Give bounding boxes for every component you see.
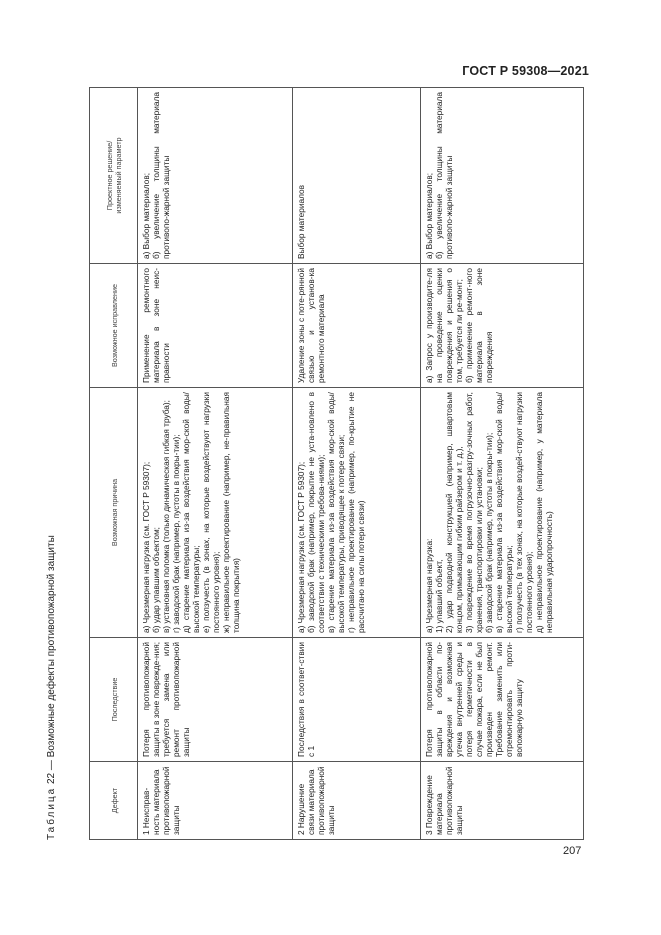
table-row: [421, 88, 584, 840]
cell-defect: 2 Нарушение связи материала противопожарной защиты: [293, 762, 421, 840]
table-number: 22: [46, 772, 57, 784]
table-row: [293, 88, 421, 840]
defects-table: [89, 87, 584, 840]
column-header-defect: Дефект: [90, 762, 138, 840]
table-caption: [46, 535, 60, 840]
table-label: Таблица: [46, 786, 57, 840]
cell-fix: а) Запрос у производите-ля на проведение оценки повреждения и решения о том, требуется ли ре-монт; б) применение ремонт-ного материала в зоне повреждения: [421, 264, 584, 388]
document-header-standard: ГОСТ Р 59308—2021: [462, 64, 589, 78]
cell-cause: а) Чрезмерная нагрузка (см. ГОСТ Р 59307); б) удар упавшим объектом; в) установная поломка (только динамическая гибкая труба); г) заводской брак (например, пустоты в покры-тии); д) старение материала из-за воздействия мор-ской воды/высокой температуры; е) ползучесть (в зонах, на которые воздействуют нагрузки постоянного уровня); ж) неправильное проектирование (например, не-правильная толщина покрытия): [138, 388, 293, 638]
cell-consequence: Потеря противопожарной защиты в зоне поврежде-ния; требуется замена или ремонт противопожарной защиты: [138, 638, 293, 762]
column-header-design: Проектное решение/ изменяемый параметр: [90, 88, 138, 264]
cell-design: а) Выбор материалов; б) увеличение толщины материала противопо-жарной защиты: [421, 88, 584, 264]
cell-design: Выбор материалов: [293, 88, 421, 264]
column-header-fix: Возможное исправление: [90, 264, 138, 388]
cell-fix: Удаление зоны с поте-рянной связью и установ-ка ремонтного материала: [293, 264, 421, 388]
cell-cause: а) Чрезмерная нагрузка: 1) упавший объект, 2) удар подводной конструкцией (например, швартовым концом, примыкающим гибким райзером и т. д.), 3) повреждение во время погрузочно-разгру-зочных работ, хранения, транспортировки или установки; б) заводской брак (например, пустоты в покры-тии); в) старение материала из-за воздействия мор-ской воды/высокой температуры; г) ползучесть (в тех зонах, на которые воздей-ствуют нагрузки постоянного уровня); д) неправильное проектирование (например, у материала неправильная ударопрочность): [421, 388, 584, 638]
cell-consequence: Потеря противопожарной защиты в области по-вреждения и возможная утечка внутренней среды и потеря герметичности в случае пожара, если не был произведен ремонт. Требование заменить или отремонтировать проти-вопожарную защиту: [421, 638, 584, 762]
table-title: — Возможные дефекты противопожарной защиты: [46, 535, 57, 771]
cell-cause: а) Чрезмерная нагрузка (см. ГОСТ Р 59307); б) заводской брак (например, покрытие не уста-новлено в соответствии с техническими требова-ниями); в) старение материала из-за воздействия мор-ской воды/высокой температуры, приводящее к потере связи; г) неправильное проектирование (например, по-крытие не рассчитано на силы потери связи): [293, 388, 421, 638]
page-number: 207: [563, 845, 582, 857]
table-row: [138, 88, 293, 840]
cell-defect: 1 Неисправ- ность материала противопожарной защиты: [138, 762, 293, 840]
cell-fix: Применение ремонтного материала в зоне неис-правности: [138, 264, 293, 388]
column-header-consequence: Последствие: [90, 638, 138, 762]
column-header-cause: Возможная причина: [90, 388, 138, 638]
rotated-table-block: [44, 88, 584, 840]
cell-consequence: Последствия в соответ-ствии с 1: [293, 638, 421, 762]
cell-defect: 3 Повреждение материала противопожарной защиты: [421, 762, 584, 840]
cell-design: а) Выбор материалов; б) увеличение толщины материала противопо-жарной защиты: [138, 88, 293, 264]
table-header-row: [90, 88, 138, 840]
